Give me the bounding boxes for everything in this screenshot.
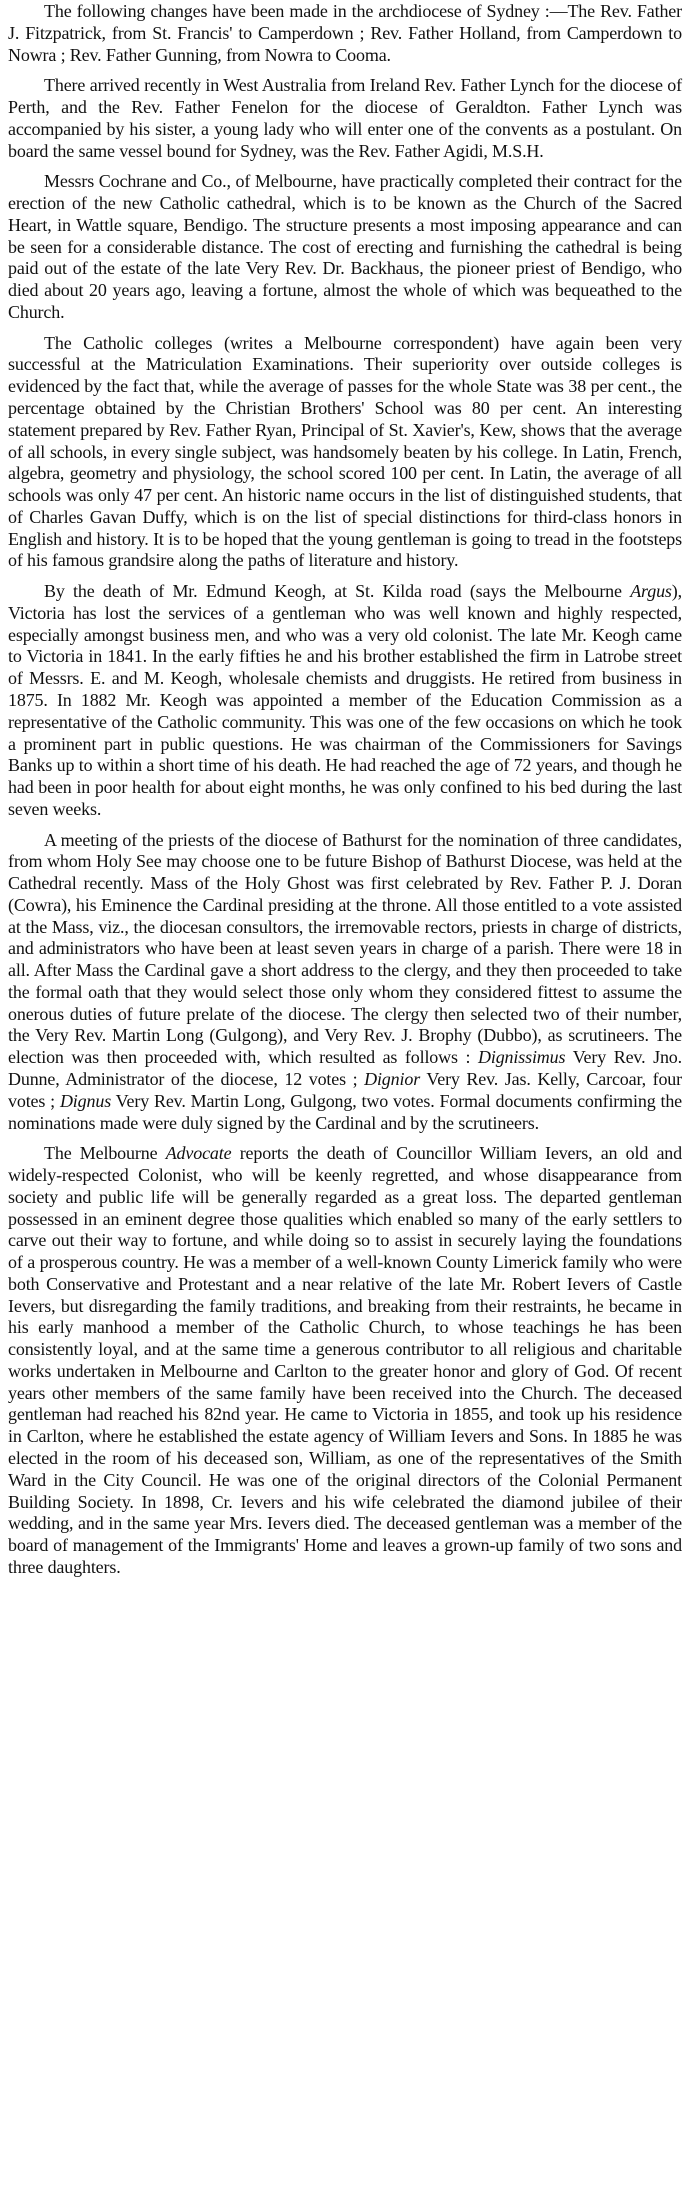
paragraph-text: Very Rev. Martin Long, Gulgong, two votes. Formal documents confirming the nominations made were duly signed by the Cardinal and by the scrutineers. (8, 1090, 683, 1133)
paragraph-text: The following changes have been made in the archdiocese of Sydney :—The Rev. Father J. Fitzpatrick, from St. Francis' to Camperdown ; Rev. Father Holland, from Camperdown to Nowra ; Rev. Father Gunning, from Nowra to Cooma. (8, 1, 682, 65)
paragraph-text: Messrs Cochrane and Co., of Melbourne, have practically completed their contract for the erection of the new Catholic cathedral, which is to be known as the Church of the Sacred Heart, in Wattle square, Bendigo. The structure presents a most imposing appearance and can be seen for a considerable distance. The cost of erecting and furnishing the cathedral is being paid out of the estate of the late Very Rev. Dr. Backhaus, the pioneer priest of Bendigo, who died about 20 years ago, leaving a fortune, almost the whole of which was bequeathed to the Church. (8, 171, 682, 322)
article-bendigo-cathedral (8, 171, 682, 323)
article-death-edmund-keogh (8, 581, 682, 820)
newspaper-name: Argus (630, 581, 672, 602)
newspaper-name: Advocate (165, 1143, 232, 1164)
paragraph-text: Very Rev. Jno. Dunne, Administrator of the diocese, 12 votes ; (8, 1047, 682, 1089)
latin-term: Dignissimus (478, 1047, 566, 1068)
latin-term: Dignus (59, 1090, 112, 1111)
article-bathurst-nomination (8, 830, 682, 1135)
article-west-australia-arrivals (8, 75, 682, 162)
article-archdiocese-changes (8, 1, 682, 66)
latin-term: Dignior (364, 1068, 421, 1089)
paragraph-text: A meeting of the priests of the diocese of Bathurst for the nomination of three candidates, from whom Holy See may choose one to be future Bishop of Bathurst Diocese, was held at the Cathedral recently. Mass of the Holy Ghost was first celebrated by Rev. Father P. J. Doran (Cowra), his Eminence the Cardinal presiding at the throne. All those entitled to a vote assisted at the Mass, viz., the diocesan consultors, the irremovable rectors, priests in charge of districts, and administrators who have been at least seven years in charge of a parish. There were 18 in all. After Mass the Cardinal gave a short address to the clergy, and they then proceeded to take the formal oath that they would select those only whom they considered fittest to assume the onerous duties of future prelate of the diocese. The clergy then selected two of their number, the Very Rev. Martin Long (Gulgong), and Very Rev. J. Brophy (Dubbo), as scrutineers. The election was then proceeded with, which resulted as follows : (8, 829, 682, 1068)
paragraph-text: There arrived recently in West Australia from Ireland Rev. Father Lynch for the diocese of Perth, and the Rev. Father Fenelon for the diocese of Geraldton. Father Lynch was accompanied by his sister, a young lady who will enter one of the convents as a postulant. On board the same vessel bound for Sydney, was the Rev. Father Agidi, M.S.H. (8, 75, 682, 161)
paragraph-text: reports the death of Councillor William Ievers, an old and widely-respected Colonist, who will be keenly regretted, and whose disappearance from society and public life will be generally regarded as a great loss. The departed gentleman possessed in an eminent degree those qualities which enabled so many of the early settlers to carve out their way to fortune, and while doing so to assist in securely laying the foundations of a prosperous country. He was a member of a well-known County Limerick family who were both Conservative and Protestant and a near relative of the late Mr. Robert Ievers of Castle Ievers, but disregarding the family traditions, and breaking from their restraints, he became in his early manhood a member of the Catholic Church, to whose teachings he has been consistently loyal, and at the same time a generous contributor to all religious and charitable works undertaken in Melbourne and Carlton to the greater honor and glory of God. Of recent years other members of the same family have been received into the Church. The deceased gentleman had reached his 82nd year. He came to Victoria in 1855, and took up his residence in Carlton, where he established the estate agency of William Ievers and Sons. In 1885 he was elected in the room of his deceased son, William, as one of the representatives of the Smith Ward in the City Council. He was one of the original directors of the Colonial Permanent Building Society. In 1898, Cr. Ievers and his wife celebrated the diamond jubilee of their wedding, and in the same year Mrs. Ievers died. The deceased gentleman was a member of the board of management of the Immigrants' Home and leaves a grown-up family of two sons and three daughters. (8, 1143, 682, 1577)
paragraph-text: Very Rev. Jas. Kelly, Carcoar, four votes ; (8, 1068, 682, 1111)
article-death-william-ievers (8, 1143, 682, 1578)
paragraph-text: The Catholic colleges (writes a Melbourne correspondent) have again been very successful at the Matriculation Examinations. Their superiority over outside colleges is evidenced by the fact that, while the average of passes for the whole State was 38 per cent., the percentage obtained by the Christian Brothers' School was 80 per cent. An interesting statement prepared by Rev. Father Ryan, Principal of St. Xavier's, Kew, shows that the average of all schools, in every single subject, was handsomely beaten by his college. In Latin, French, algebra, geometry and physiology, the school scored 100 per cent. In Latin, the average of all schools was only 47 per cent. An historic name occurs in the list of distinguished students, that of Charles Gavan Duffy, which is on the list of special distinctions for third-class honors in English and history. It is to be hoped that the young gentleman is going to tread in the footsteps of his famous grandsire along the paths of literature and history. (8, 332, 682, 571)
paragraph-text: By the death of Mr. Edmund Keogh, at St. Kilda road (says the Melbourne (44, 581, 631, 602)
paragraph-text: The Melbourne (44, 1143, 166, 1164)
paragraph-text: ), Victoria has lost the services of a gentleman who was well known and highly respected, especially amongst business men, and who was a very old colonist. The late Mr. Keogh came to Victoria in 1841. In the early fifties he and his brother established the firm in Latrobe street of Messrs. E. and M. Keogh, wholesale chemists and druggists. He retired from business in 1875. In 1882 Mr. Keogh was appointed a member of the Education Commission as a representative of the Catholic community. This was one of the few occasions on which he took a prominent part in public questions. He was chairman of the Commissioners for Savings Banks up to within a short time of his death. He had reached the age of 72 years, and though he had been in poor health for about eight months, he was only confined to his bed during the last seven weeks. (8, 581, 682, 819)
article-matriculation-results (8, 333, 682, 572)
